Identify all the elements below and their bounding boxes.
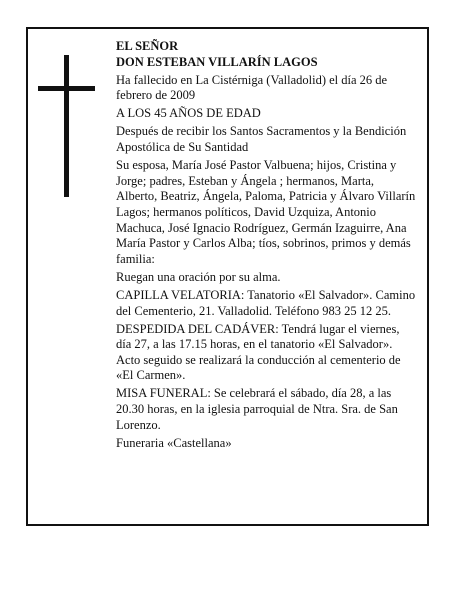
notice-paragraph-prayer: Ruegan una oración por su alma. [116, 269, 281, 284]
notice-paragraph-farewell: DESPEDIDA DEL CADÁVER: Tendrá lugar el viernes, día 27, a las 17.15 horas, en el tanatorio «El Salvador». Acto seguido se realizará la conducción al cementerio de «El Carmen». [116, 321, 401, 383]
cross-horizontal-bar [38, 86, 95, 91]
notice-paragraph-death: Ha fallecido en La Cistérniga (Valladolid) el día 26 de febrero de 2009 [116, 72, 388, 103]
notice-paragraph-family: Su esposa, María José Pastor Valbuena; hijos, Cristina y Jorge; padres, Esteban y Ángela ; hermanos, Marta, Alberto, Beatriz, Ángela, Paloma, Patricia y Álvaro Villarín Lagos; hermanos políticos, David Uzquiza, Antonio Machuca, José Ignacio Rodríguez, Germán Izaguirre, Ana María Pastor y Carlos Alba; tíos, sobrinos, primos y demás familia: [116, 158, 416, 266]
notice-heading-title: EL SEÑOR [116, 39, 179, 53]
notice-heading-name: DON ESTEBAN VILLARÍN LAGOS [116, 54, 318, 69]
notice-paragraph-chapel: CAPILLA VELATORIA: Tanatorio «El Salvador». Camino del Cementerio, 21. Valladolid. Teléfono 983 25 12 25. [116, 287, 416, 318]
notice-paragraph-mass: MISA FUNERAL: Se celebrará el sábado, día 28, a las 20.30 horas, en la iglesia parroquial de Ntra. Sra. de San Lorenzo. [116, 386, 398, 432]
cross-icon [38, 55, 98, 197]
cross-vertical-bar [64, 55, 69, 197]
notice-paragraph-age: A LOS 45 AÑOS DE EDAD [116, 106, 261, 121]
obituary-notice-frame [26, 27, 429, 526]
notice-paragraph-sacraments: Después de recibir los Santos Sacramentos y la Bendición Apostólica de Su Santidad [116, 124, 407, 155]
notice-paragraph-funeral-home: Funeraria «Castellana» [116, 435, 232, 450]
notice-content [116, 39, 416, 454]
